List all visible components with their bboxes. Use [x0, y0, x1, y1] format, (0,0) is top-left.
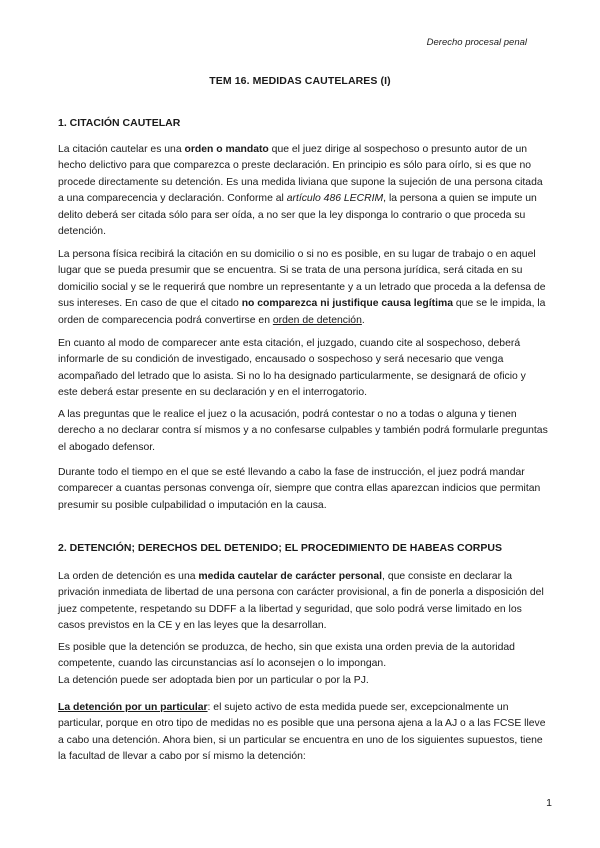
bold-text: no comparezca ni justifique causa legítima	[241, 298, 454, 310]
bold-underlined-text: La detención por un particular	[58, 702, 208, 713]
paragraph-detencion-particular	[58, 700, 548, 766]
paragraph-detencion-de-hecho	[58, 640, 548, 689]
document-title: TEM 16. MEDIDAS CAUTELARES (I)	[209, 75, 391, 87]
paragraph-citacion-definicion	[58, 142, 548, 240]
section-heading-detencion: 2. DETENCIÓN; DERECHOS DEL DETENIDO; EL PROCEDIMIENTO DE HABEAS CORPUS	[58, 542, 502, 554]
text-run: La persona física recibirá la citación en su domicilio o si no es posible, en su lugar de trabajo o en aquel lugar que se pueda presumir que se encuentra. Si se trata de una persona jurídica, será citada en su domicilio social y se le requerirá que nombre un representante y a un letrado que proceda a la defensa de sus intereses. En caso de que el citado	[58, 249, 546, 310]
text-run: Es posible que la detención se produzca, de hecho, sin que exista una orden previa de la autoridad competente, cuando las circunstancias así lo aconsejen o lo impongan.	[58, 642, 515, 670]
text-run: .	[361, 314, 365, 326]
text-run: que se le impida, la orden de comparecencia podrá convertirse en	[58, 298, 546, 326]
running-header: Derecho procesal penal	[426, 37, 527, 48]
italic-text: artículo 486 LECRIM	[286, 193, 384, 205]
text-run: , la persona a quien se impute un delito deberá ser citada sólo para ser oída, a no ser que la ley disponga lo contrario o que proceda su detención.	[58, 193, 537, 238]
text-run: , que consiste en declarar la privación inmediata de libertad de una persona con carácter provisional, a fin de ponerla a disposición del juez competente, respetando su DDFF a la libertad y seguridad, que solo podrá verse limitado en los casos previstos en la CE y en las leyes que la desarrollan.	[58, 571, 544, 632]
bold-text: orden o mandato	[184, 144, 269, 155]
text-run: que el juez dirige al sospechoso o presunto autor de un hecho delictivo para que comparezca o preste declaración. En principio es sólo para oírlo, si es que no procede directamente su detención. Es una medida liviana que supone la sujeción de una persona citada a una comparecencia y declaración. Conforme al	[58, 144, 543, 205]
paragraph-citacion-preguntas: A las preguntas que le realice el juez o la acusación, podrá contestar o no a todas o alguna y tienen derecho a no declarar contra sí mismos y a no confesarse culpables y también podrá formularle preguntas el abogado defensor.	[58, 409, 548, 453]
paragraph-citacion-modo: En cuanto al modo de comparecer ante esta citación, el juzgado, cuando cite al sospechoso, deberá informarle de su condición de investigado, encausado o sospechoso y será necesario que venga acompañado del letrado que lo asista. Si no lo ha designado particularmente, se designará de oficio y este deberá estar presente en su declaración y en el interrogatorio.	[58, 338, 526, 399]
bold-text: medida cautelar de carácter personal	[198, 571, 383, 582]
text-run: La citación cautelar es una	[58, 144, 185, 155]
paragraph-detencion-definicion	[58, 569, 548, 635]
page-number: 1	[546, 797, 552, 809]
text-run: : el sujeto activo de esta medida puede ser, excepcionalmente un particular, porque en otro tipo de medidas no es posible que una persona ajena a la AJ o a las FCSE lleve a cabo una detención. Ahora bien, si un particular se encuentra en uno de los siguientes supuestos, tiene la facultad de llevar a cabo por sí mismo la detención:	[58, 702, 546, 763]
underlined-text: orden de detención	[272, 314, 362, 326]
text-run: La detención puede ser adoptada bien por un particular o por la PJ.	[58, 674, 369, 686]
text-run: La orden de detención es una	[58, 571, 199, 582]
paragraph-citacion-lugar	[58, 247, 548, 329]
section-heading-citacion: 1. CITACIÓN CAUTELAR	[58, 117, 181, 129]
paragraph-citacion-instruccion: Durante todo el tiempo en el que se esté llevando a cabo la fase de instrucción, el juez podrá mandar comparecer a cuantas personas convenga oír, siempre que contra ellas aparezcan indicios que permitan presumir su posible culpabilidad o imputación en la causa.	[58, 467, 541, 511]
